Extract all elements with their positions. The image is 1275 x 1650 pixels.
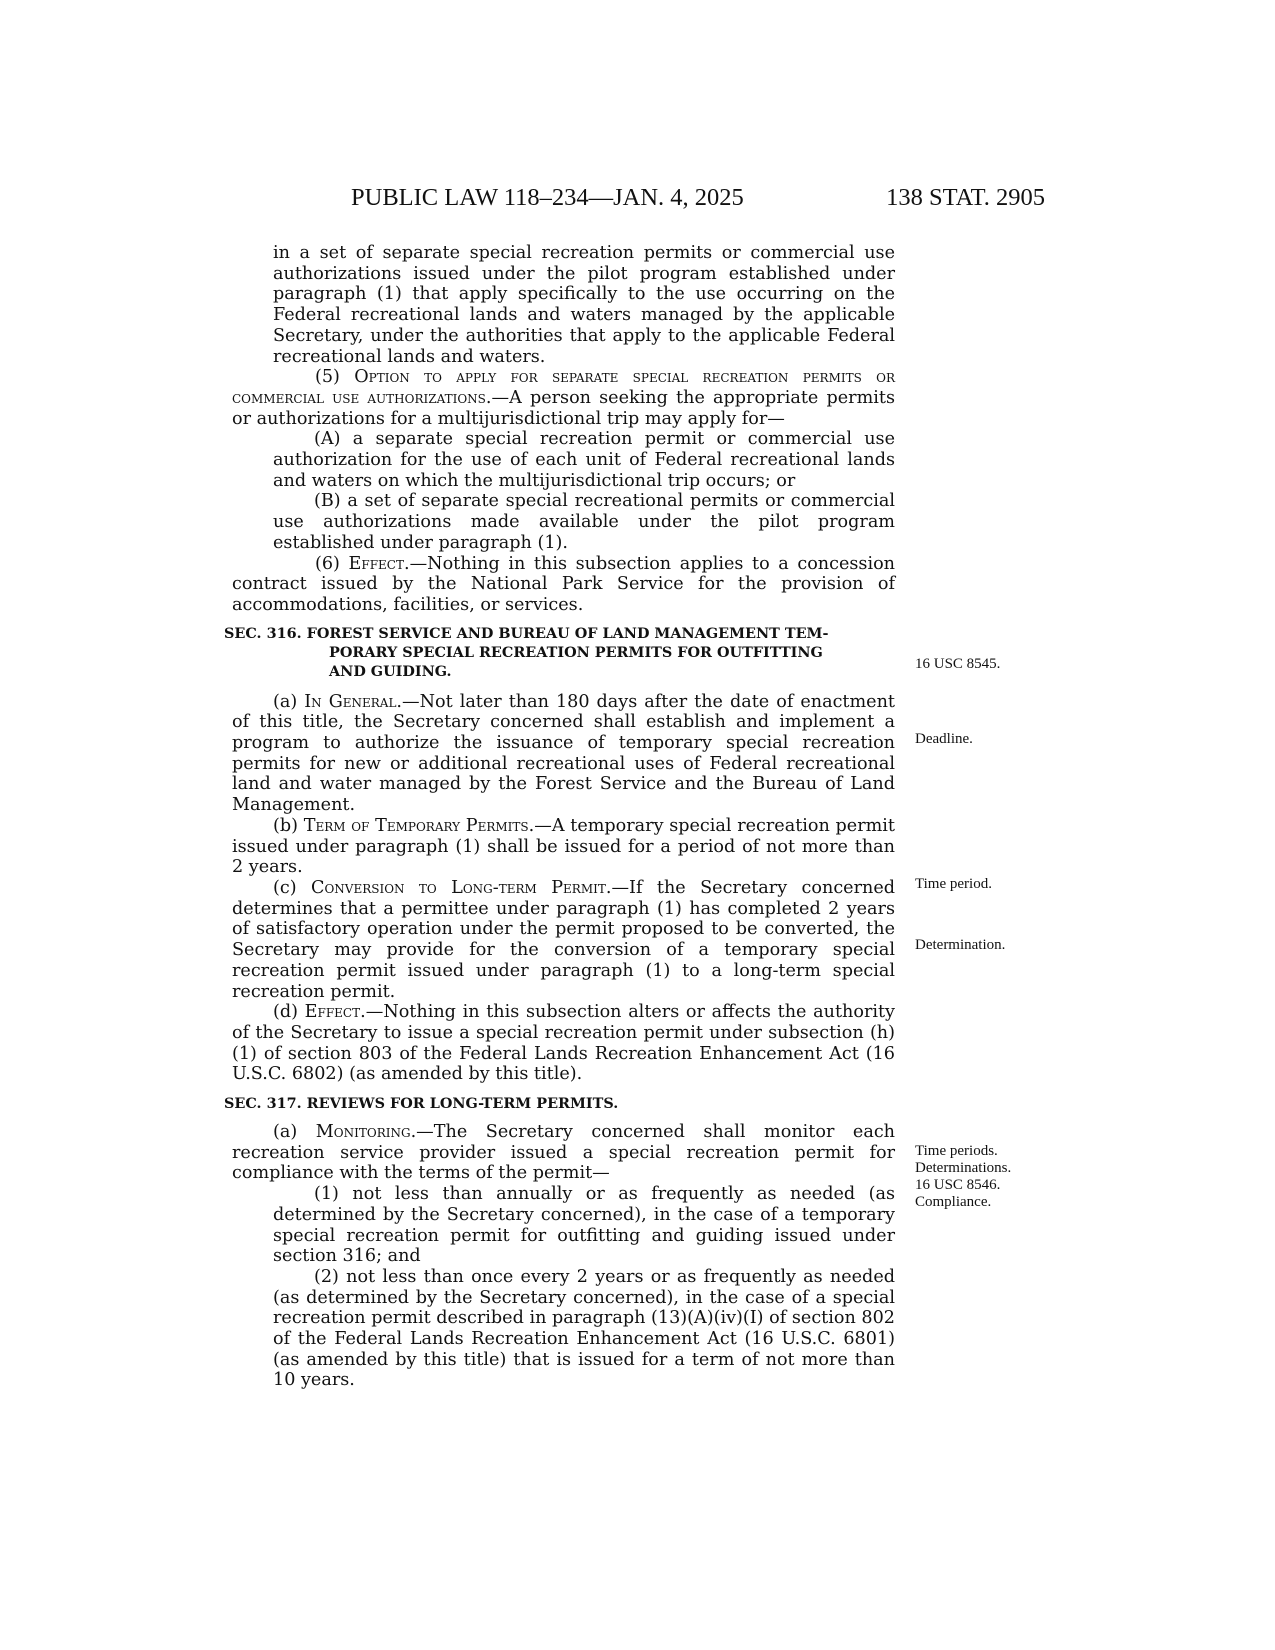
paragraph-5b: (B) a set of separate special recreational permits or commercial use authorizations made available under the pilot program established under paragraph (1). (273, 491, 895, 553)
continuation-paragraph: in a set of separate special recreation permits or commercial use authorizations issued under the pilot program established under paragraph (1) that apply specifically to the use occurring on the Federal recreational lands and waters managed by the applicable Secretary, under the authorities that apply to the applicable Federal recreational lands and waters. (273, 243, 895, 367)
margin-note-16-usc-8546: 16 USC 8546. (915, 1177, 1001, 1193)
section-316-a-number: (a) (273, 691, 305, 712)
section-316-title-line-1: SEC. 316. FOREST SERVICE AND BUREAU OF LAND MANAGEMENT TEM- (224, 624, 829, 642)
paragraph-6-text: —Nothing in this subsection applies to a concession contract issued by the National Park Service for the provision of accommodations, facilities, or services. (232, 553, 896, 615)
section-316-c-number: (c) (273, 877, 311, 898)
paragraph-6-number: (6) (315, 553, 349, 574)
section-316-title-line-2: PORARY SPECIAL RECREATION PERMITS FOR OUTFITTING (329, 643, 823, 661)
section-317-a-text: —The Secretary concerned shall monitor each recreation service provider issued a special recreation permit for compliance with the terms of the permit— (232, 1122, 896, 1184)
section-316-a-heading: In General. (304, 691, 403, 712)
section-316-d-number: (d) (273, 1002, 305, 1023)
margin-note-16-usc-8545: 16 USC 8545. (915, 656, 1001, 672)
section-317-a-number: (a) (273, 1122, 316, 1143)
section-316-d-heading: Effect. (304, 1002, 366, 1023)
paragraph-6 (232, 554, 895, 616)
margin-note-time-period: Time period. (915, 876, 992, 892)
margin-note-determination: Determination. (915, 937, 1006, 953)
section-317-heading: SEC. 317. REVIEWS FOR LONG-TERM PERMITS. (224, 1095, 619, 1113)
section-316-a (232, 692, 895, 816)
body-text (224, 243, 896, 1391)
section-316-heading (224, 624, 895, 681)
margin-note-deadline: Deadline. (915, 731, 973, 747)
header-page-number: 138 STAT. 2905 (886, 184, 1045, 211)
section-316-c (232, 878, 895, 1002)
section-317-a-1: (1) not less than annually or as frequently as needed (as determined by the Secretary concerned), in the case of a temporary special recreation permit for outfitting and guiding issued under section 316; and (273, 1184, 895, 1267)
section-316-b-text: —A temporary special recreation permit issued under paragraph (1) shall be issued for a period of not more than 2 years. (232, 815, 895, 878)
paragraph-5a: (A) a separate special recreation permit or commercial use authorization for the use of each unit of Federal recreational lands and waters on which the multijurisdictional trip occurs; or (273, 429, 895, 491)
section-316-d-text: —Nothing in this subsection alters or affects the authority of the Secretary to issue a special recreation permit under subsection (h)(1) of section 803 of the Federal Lands Recreation Enhancement Act (16 U.S.C. 6802) (as amended by this title). (232, 1002, 895, 1085)
section-317-a-2: (2) not less than once every 2 years or as frequently as needed (as determined by the Secretary concerned), in the case of a special recreation permit described in paragraph (13)(A)(iv)(I) of section 802 of the Federal Lands Recreation Enhancement Act (16 U.S.C. 6801) (as amended by this title) that is issued for a term of not more than 10 years. (273, 1266, 895, 1391)
paragraph-5-number: (5) (315, 367, 355, 388)
paragraph-6-heading: Effect. (348, 553, 410, 574)
margin-note-compliance: Compliance. (915, 1194, 992, 1210)
header-title: PUBLIC LAW 118–234—JAN. 4, 2025 (351, 184, 744, 211)
margin-note-time-periods: Time periods. (915, 1143, 998, 1159)
paragraph-5 (232, 367, 895, 429)
running-header (225, 184, 1045, 216)
section-316-b-number: (b) (273, 815, 304, 836)
paragraph-5-heading: Option to apply for separate special recreation permits or commercial use authorizations. (232, 367, 895, 408)
section-316-c-text: —If the Secretary concerned determines that a permittee under paragraph (1) has completed 2 years of satisfactory operation under the permit proposed to be converted, the Secretary may provide for the conversion of a temporary special recreation permit issued under paragraph (1) to a long-term special recreation permit. (232, 877, 895, 1002)
section-317-a-heading: Monitoring. (315, 1122, 417, 1143)
section-316-c-heading: Conversion to Long-term Permit. (310, 877, 612, 898)
section-316-b-heading: Term of Temporary Permits. (303, 815, 535, 836)
section-316-d (232, 1002, 895, 1085)
paragraph-5-text: —A person seeking the appropriate permits or authorizations for a multijurisdictional trip may apply for— (232, 387, 895, 429)
section-317-a (232, 1122, 895, 1184)
margin-note-determinations: Determinations. (915, 1160, 1012, 1176)
section-316-title-line-3: AND GUIDING. (329, 662, 452, 680)
section-316-a-text: —Not later than 180 days after the date of enactment of this title, the Secretary concerned shall establish and implement a program to authorize the issuance of temporary special recreation permits for new or additional recreational uses of Federal recreational land and water managed by the Forest Service and the Bureau of Land Management. (232, 691, 895, 816)
section-316-b (232, 816, 895, 878)
